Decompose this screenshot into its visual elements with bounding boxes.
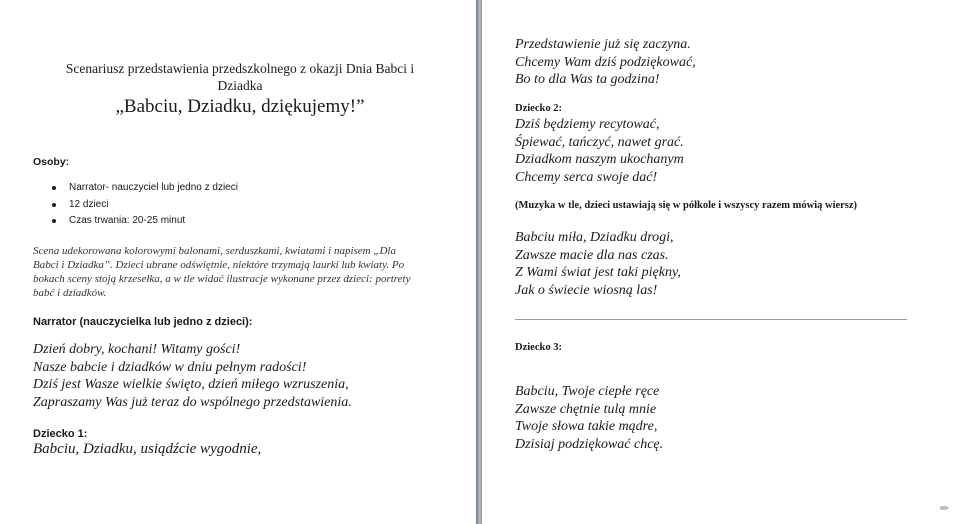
poem-line: Przedstawienie już się zaczyna.: [515, 37, 691, 52]
poem-line: Bo to dla Was ta godzina!: [515, 72, 660, 87]
list-item: Narrator- nauczyciel lub jedno z dzieci: [52, 181, 238, 198]
subtitle-line-1: Scenariusz przedstawienia przedszkolnego z okazji Dnia Babci i: [65, 61, 415, 76]
child3-poem: [515, 383, 663, 453]
persons-list: [52, 181, 238, 231]
poem-line: Chcemy Wam dziś podziękować,: [515, 54, 696, 70]
poem-line: Nasze babcie i dziadków w dniu pełnym radości!: [33, 359, 307, 375]
persons-label: Osoby:: [33, 156, 70, 168]
list-item: 12 dzieci: [52, 198, 238, 215]
child1-line: Babciu, Dziadku, usiądźcie wygodnie,: [33, 441, 262, 457]
poem-line: Twoje słowa takie mądre,: [515, 419, 658, 434]
poem-line: Dziadkom naszym ukochanym: [515, 152, 684, 167]
narrator-label: Narrator (nauczycielka lub jedno z dzieci):: [33, 316, 253, 328]
document-title: „Babciu, Dziadku, dziękujemy!”: [115, 96, 365, 117]
list-item: Czas trwania: 20-25 minut: [52, 214, 238, 231]
poem-line: Z Wami świat jest taki piękny,: [515, 265, 681, 280]
subtitle-line-2: Dziadka: [217, 78, 263, 93]
poem-line: Zapraszamy Was już teraz do wspólnego przedstawienia.: [33, 394, 352, 410]
child1-label: Dziecko 1:: [33, 428, 88, 440]
poem-line: Śpiewać, tańczyć, nawet grać.: [515, 134, 684, 150]
child2-label: Dziecko 2:: [515, 103, 562, 114]
poem-line: Dziś będziemy recytować,: [515, 117, 660, 132]
group-poem: [515, 229, 681, 299]
poem-line: Zawsze macie dla nas czas.: [515, 247, 669, 263]
poem-line: Dzisiaj podziękować chcę.: [515, 436, 664, 452]
poem-line: Babciu, Twoje ciepłe ręce: [515, 384, 660, 399]
child3-label: Dziecko 3:: [515, 342, 562, 353]
scene-description: [33, 244, 453, 300]
scene-line: Babci i Dziadka”. Dzieci ubrane odświętnie, niektóre trzymają laurki lub kwiaty. Po: [33, 259, 405, 271]
poem-line: Chcemy serca swoje dać!: [515, 169, 658, 185]
child2-poem: [515, 116, 684, 186]
narrator-poem: [33, 341, 352, 411]
poem-line: Babciu miła, Dziadku drogi,: [515, 230, 674, 245]
opening-poem: [515, 36, 696, 89]
document-page-right: [482, 0, 960, 524]
poem-line: Zawsze chętnie tulą mnie: [515, 401, 657, 417]
scene-line: Scena udekorowana kolorowymi balonami, serduszkami, kwiatami i napisem „Dla: [33, 245, 396, 257]
poem-line: Jak o świecie wiosną las!: [515, 282, 658, 298]
music-stage-direction: (Muzyka w tle, dzieci ustawiają się w półkole i wszyscy razem mówią wiersz): [515, 200, 858, 211]
scene-line: babć i dziadków.: [33, 287, 107, 299]
scene-line: bokach sceny stoją krzesełka, a w tle widać ilustracje wykonane przez dzieci: portrety: [33, 273, 411, 285]
document-subtitle: [40, 60, 440, 94]
document-page-left: [0, 0, 476, 524]
poem-line: Dziś jest Wasze wielkie święto, dzień miłego wzruszenia,: [33, 377, 349, 392]
horizontal-divider: [515, 319, 907, 320]
poem-line: Dzień dobry, kochani! Witamy gości!: [33, 342, 241, 357]
next-page-arrow-icon[interactable]: ➨: [939, 500, 951, 515]
